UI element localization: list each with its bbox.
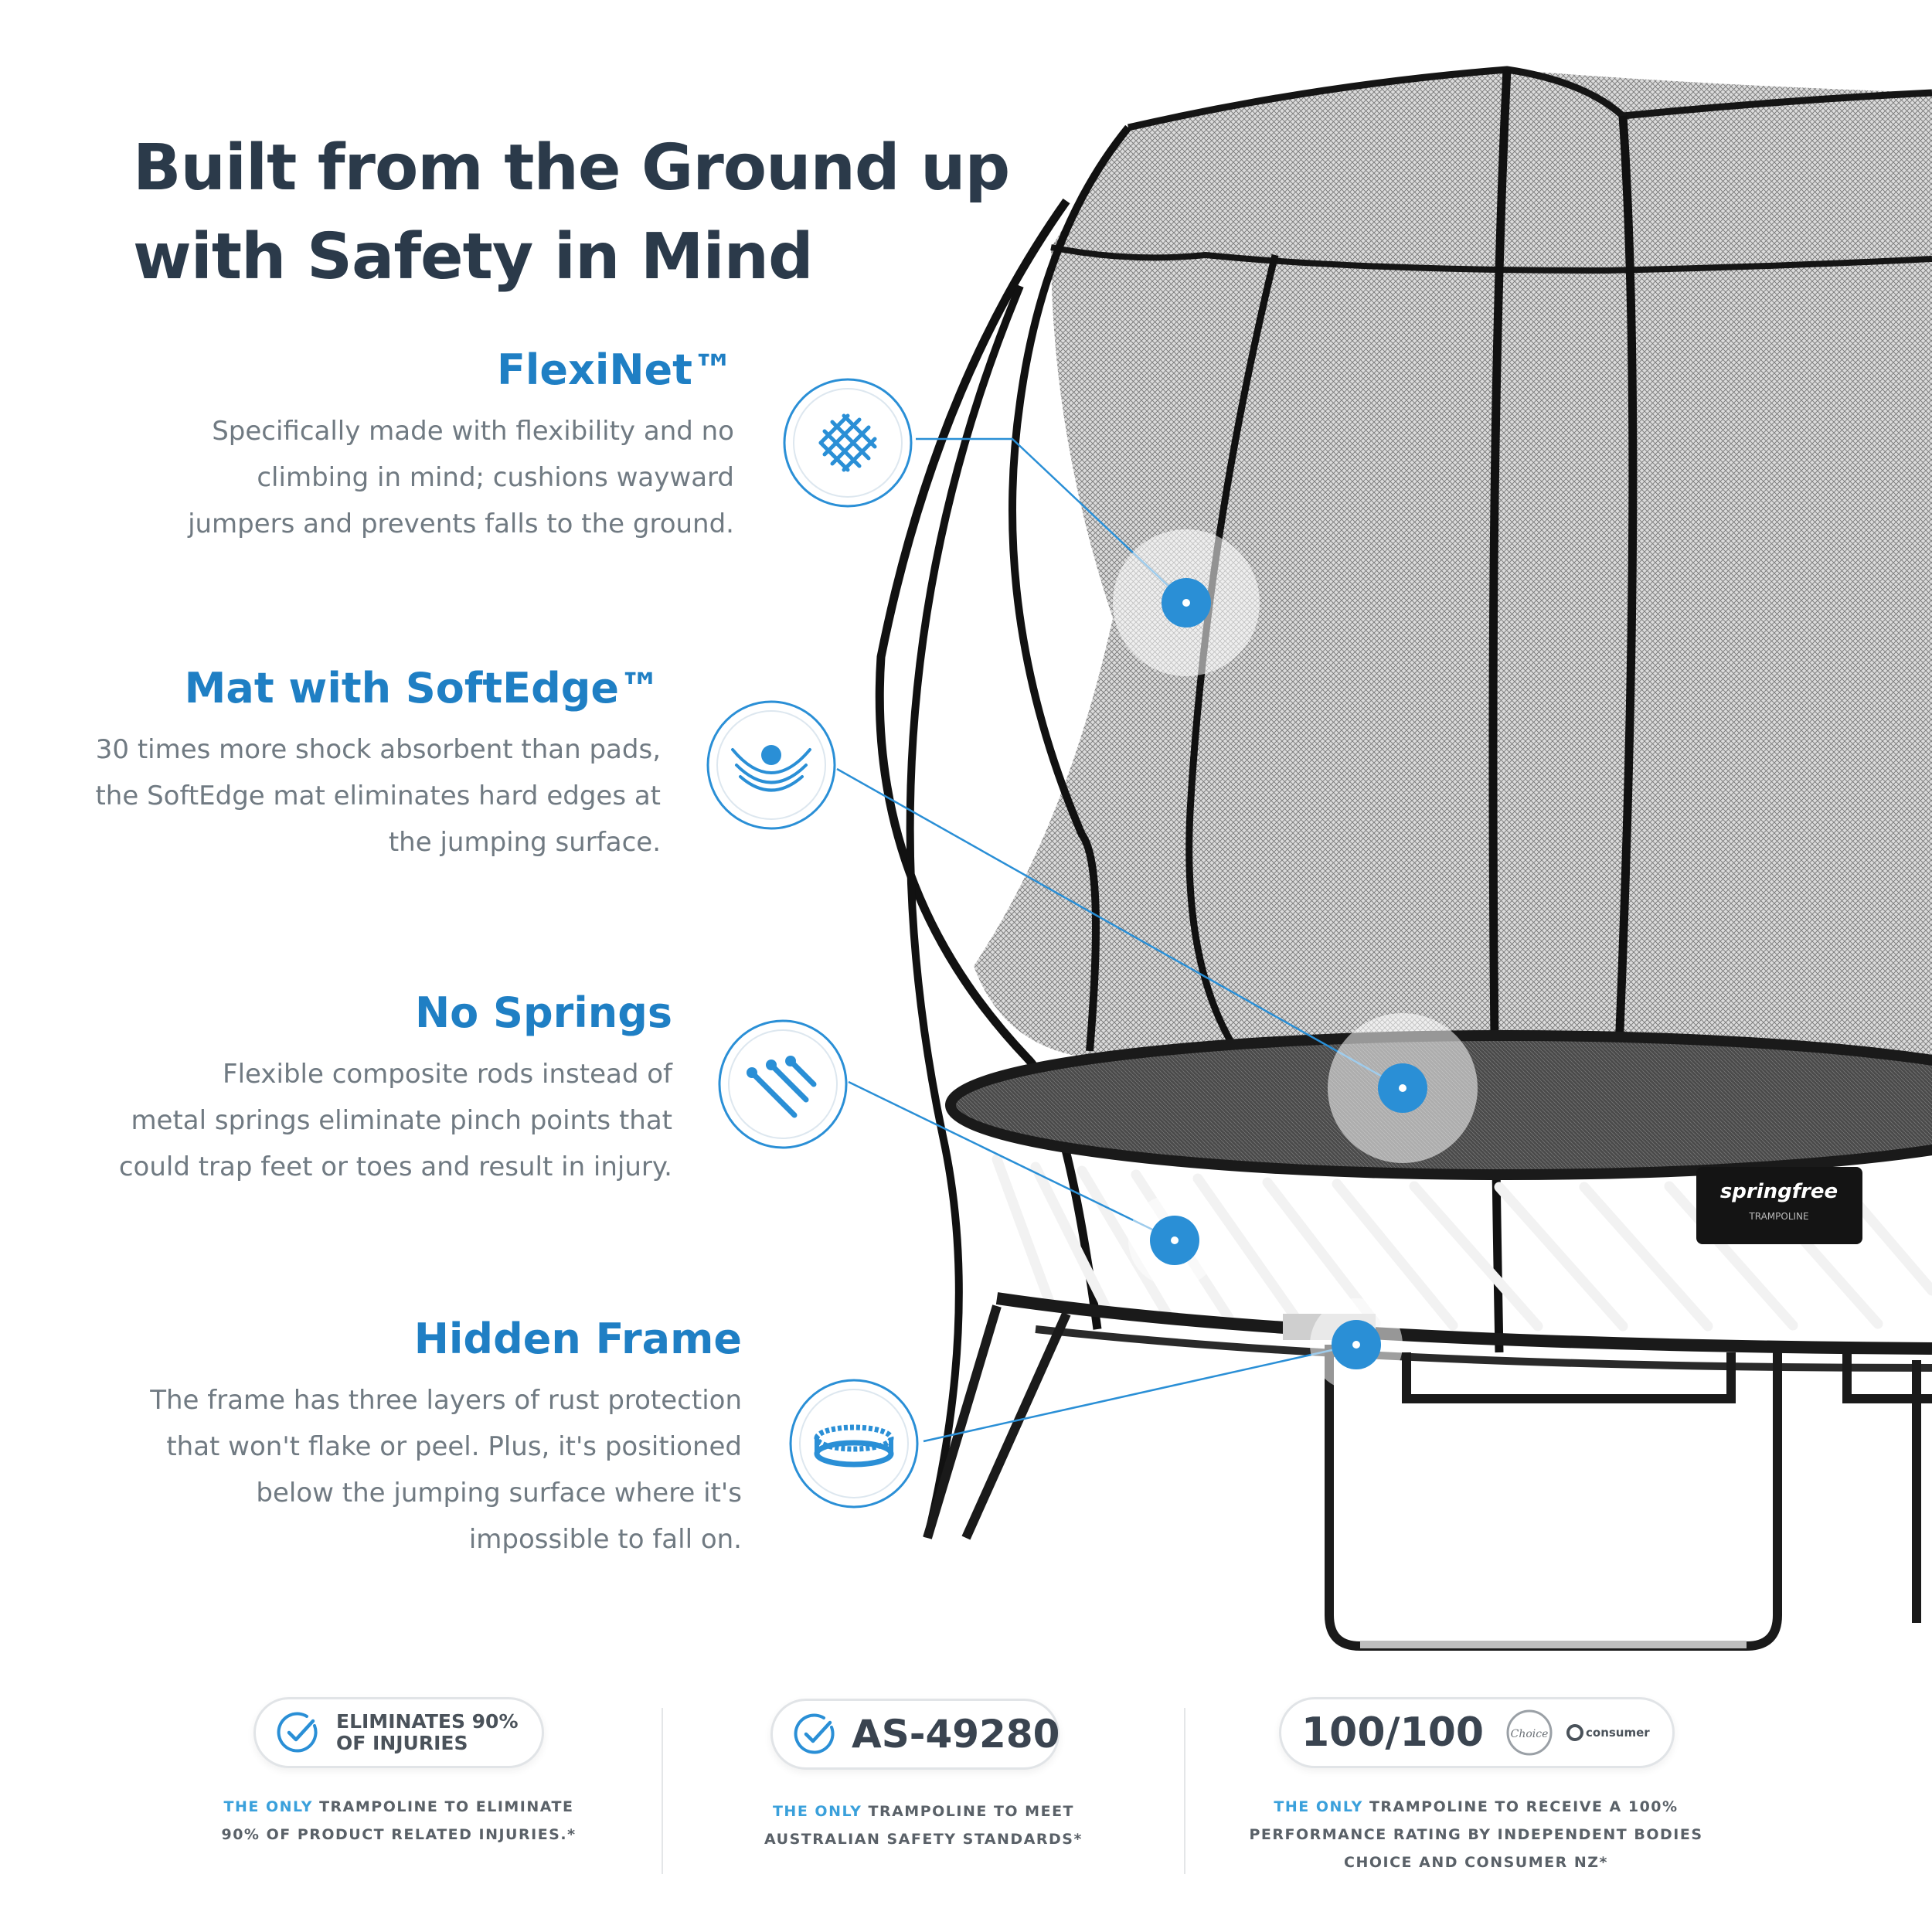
caption-text: TRAMPOLINE TO MEET — [862, 1803, 1075, 1820]
description-line: The frame has three layers of rust protection — [150, 1385, 742, 1416]
title-line-2: with Safety in Mind — [133, 220, 813, 294]
badge-caption — [175, 1793, 623, 1849]
feature-title: No Springs — [414, 988, 672, 1037]
description-line: the SoftEdge mat eliminates hard edges at — [95, 781, 661, 811]
badge-injuries — [253, 1697, 544, 1768]
marker-springs — [1128, 1194, 1221, 1287]
choice-logo-icon — [1505, 1709, 1553, 1757]
description-line: jumpers and prevents falls to the ground. — [188, 509, 734, 539]
badge-standard-code: AS-49280 — [852, 1712, 1060, 1757]
badge-caption — [1221, 1793, 1731, 1876]
badge-text-line: ELIMINATES 90% — [336, 1710, 519, 1733]
badge-standard — [770, 1699, 1060, 1770]
description-line: Flexible composite rods instead of — [223, 1059, 672, 1090]
caption-text: PERFORMANCE RATING BY INDEPENDENT BODIES — [1249, 1826, 1703, 1843]
description-line: that won't flake or peel. Plus, it's positioned — [166, 1431, 742, 1462]
feature-description — [150, 1377, 742, 1563]
description-line: below the jumping surface where it's — [256, 1478, 742, 1509]
badge-row — [0, 1685, 1932, 1901]
feature-description — [188, 408, 734, 547]
frame-ring-icon — [788, 1378, 920, 1509]
marker-flexinet — [1113, 529, 1260, 676]
choice-logo-text: Choice — [1510, 1728, 1549, 1740]
marker-frame — [1310, 1298, 1403, 1391]
feature-no-springs — [119, 988, 672, 1190]
page-title — [133, 124, 1010, 301]
description-line: metal springs eliminate pinch points that — [131, 1105, 672, 1136]
marker-mat — [1328, 1013, 1478, 1163]
badge-rating — [1279, 1697, 1675, 1768]
description-line: the jumping surface. — [388, 827, 661, 858]
feature-hidden-frame — [150, 1314, 742, 1563]
description-line: 30 times more shock absorbent than pads, — [95, 734, 661, 765]
caption-highlight: THE ONLY — [772, 1803, 862, 1820]
net-icon — [782, 377, 913, 509]
feature-title: Hidden Frame — [413, 1315, 742, 1363]
badge-text-line: OF INJURIES — [336, 1732, 468, 1754]
caption-text: AUSTRALIAN SAFETY STANDARDS* — [764, 1831, 1083, 1848]
badge-score: 100/100 — [1301, 1709, 1485, 1756]
caption-text: CHOICE AND CONSUMER NZ* — [1344, 1854, 1608, 1871]
badge-caption — [696, 1798, 1151, 1853]
caption-text: TRAMPOLINE TO ELIMINATE — [312, 1798, 574, 1815]
divider — [662, 1708, 663, 1874]
description-line: could trap feet or toes and result in injury. — [118, 1151, 672, 1182]
soft-mat-icon — [706, 699, 837, 831]
feature-description — [95, 726, 661, 866]
check-circle-icon — [793, 1712, 838, 1757]
feature-flexinet — [188, 345, 734, 547]
feature-title: FlexiNet™ — [497, 345, 734, 394]
feature-mat-softedge — [95, 663, 661, 866]
caption-text: TRAMPOLINE TO RECEIVE A 100% — [1362, 1798, 1679, 1815]
description-line: climbing in mind; cushions wayward — [257, 462, 734, 493]
description-line: impossible to fall on. — [468, 1524, 742, 1555]
description-line: Specifically made with flexibility and no — [212, 416, 734, 447]
title-line-1: Built from the Ground up — [133, 131, 1010, 205]
check-circle-icon — [276, 1710, 321, 1755]
caption-highlight: THE ONLY — [223, 1798, 313, 1815]
divider — [1184, 1708, 1185, 1874]
brand-label: springfree — [1719, 1180, 1838, 1203]
consumer-logo-icon — [1566, 1717, 1657, 1748]
consumer-logo-text: consumer — [1586, 1726, 1650, 1740]
badge-text — [336, 1711, 519, 1754]
caption-text: 90% OF PRODUCT RELATED INJURIES.* — [221, 1826, 577, 1843]
feature-description — [119, 1051, 672, 1190]
feature-title: Mat with SoftEdge™ — [184, 664, 661, 713]
caption-highlight: THE ONLY — [1274, 1798, 1363, 1815]
brand-tag: TRAMPOLINE — [1749, 1211, 1809, 1222]
rods-icon — [717, 1019, 849, 1150]
